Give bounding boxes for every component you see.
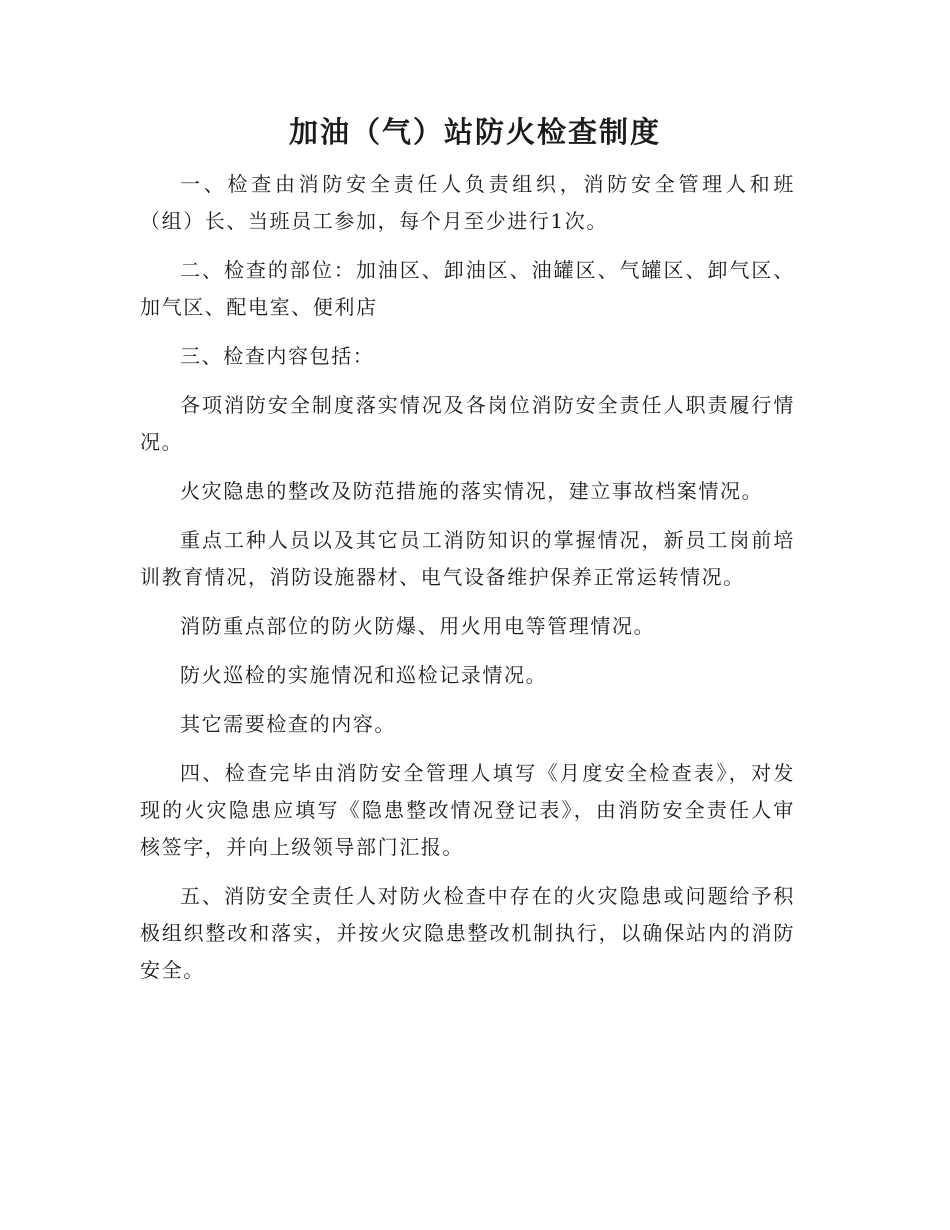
paragraph-1: 一、检查由消防安全责任人负责组织，消防安全管理人和班（组）长、当班员工参加，每个月至少进行1次。 [140,172,795,233]
document-body [140,166,795,1001]
paragraph-7: 消防重点部位的防火防爆、用火用电等管理情况。 [180,614,656,638]
paragraph-9: 其它需要检查的内容。 [180,712,396,736]
paragraph-6: 重点工种人员以及其它员工消防知识的掌握情况，新员工岗前培训教育情况，消防设施器材、电气设备维护保养正常运转情况。 [140,528,795,589]
paragraph-2: 二、检查的部位：加油区、卸油区、油罐区、气罐区、卸气区、加气区、配电室、便利店 [140,258,795,319]
paragraph-3: 三、检查内容包括： [180,344,375,368]
paragraph-8: 防火巡检的实施情况和巡检记录情况。 [180,663,548,687]
paragraph-11: 五、消防安全责任人对防火检查中存在的火灾隐患或问题给予积极组织整改和落实，并按火灾隐患整改机制执行，以确保站内的消防安全。 [140,884,795,982]
paragraph-5: 火灾隐患的整改及防范措施的落实情况，建立事故档案情况。 [180,479,764,503]
paragraph-10: 四、检查完毕由消防安全管理人填写《月度安全检查表》，对发现的火灾隐患应填写《隐患整改情况登记表》，由消防安全责任人审核签字，并向上级领导部门汇报。 [140,761,795,859]
paragraph-4: 各项消防安全制度落实情况及各岗位消防安全责任人职责履行情况。 [140,393,795,454]
document-title: 加油（气）站防火检查制度 [288,115,661,149]
